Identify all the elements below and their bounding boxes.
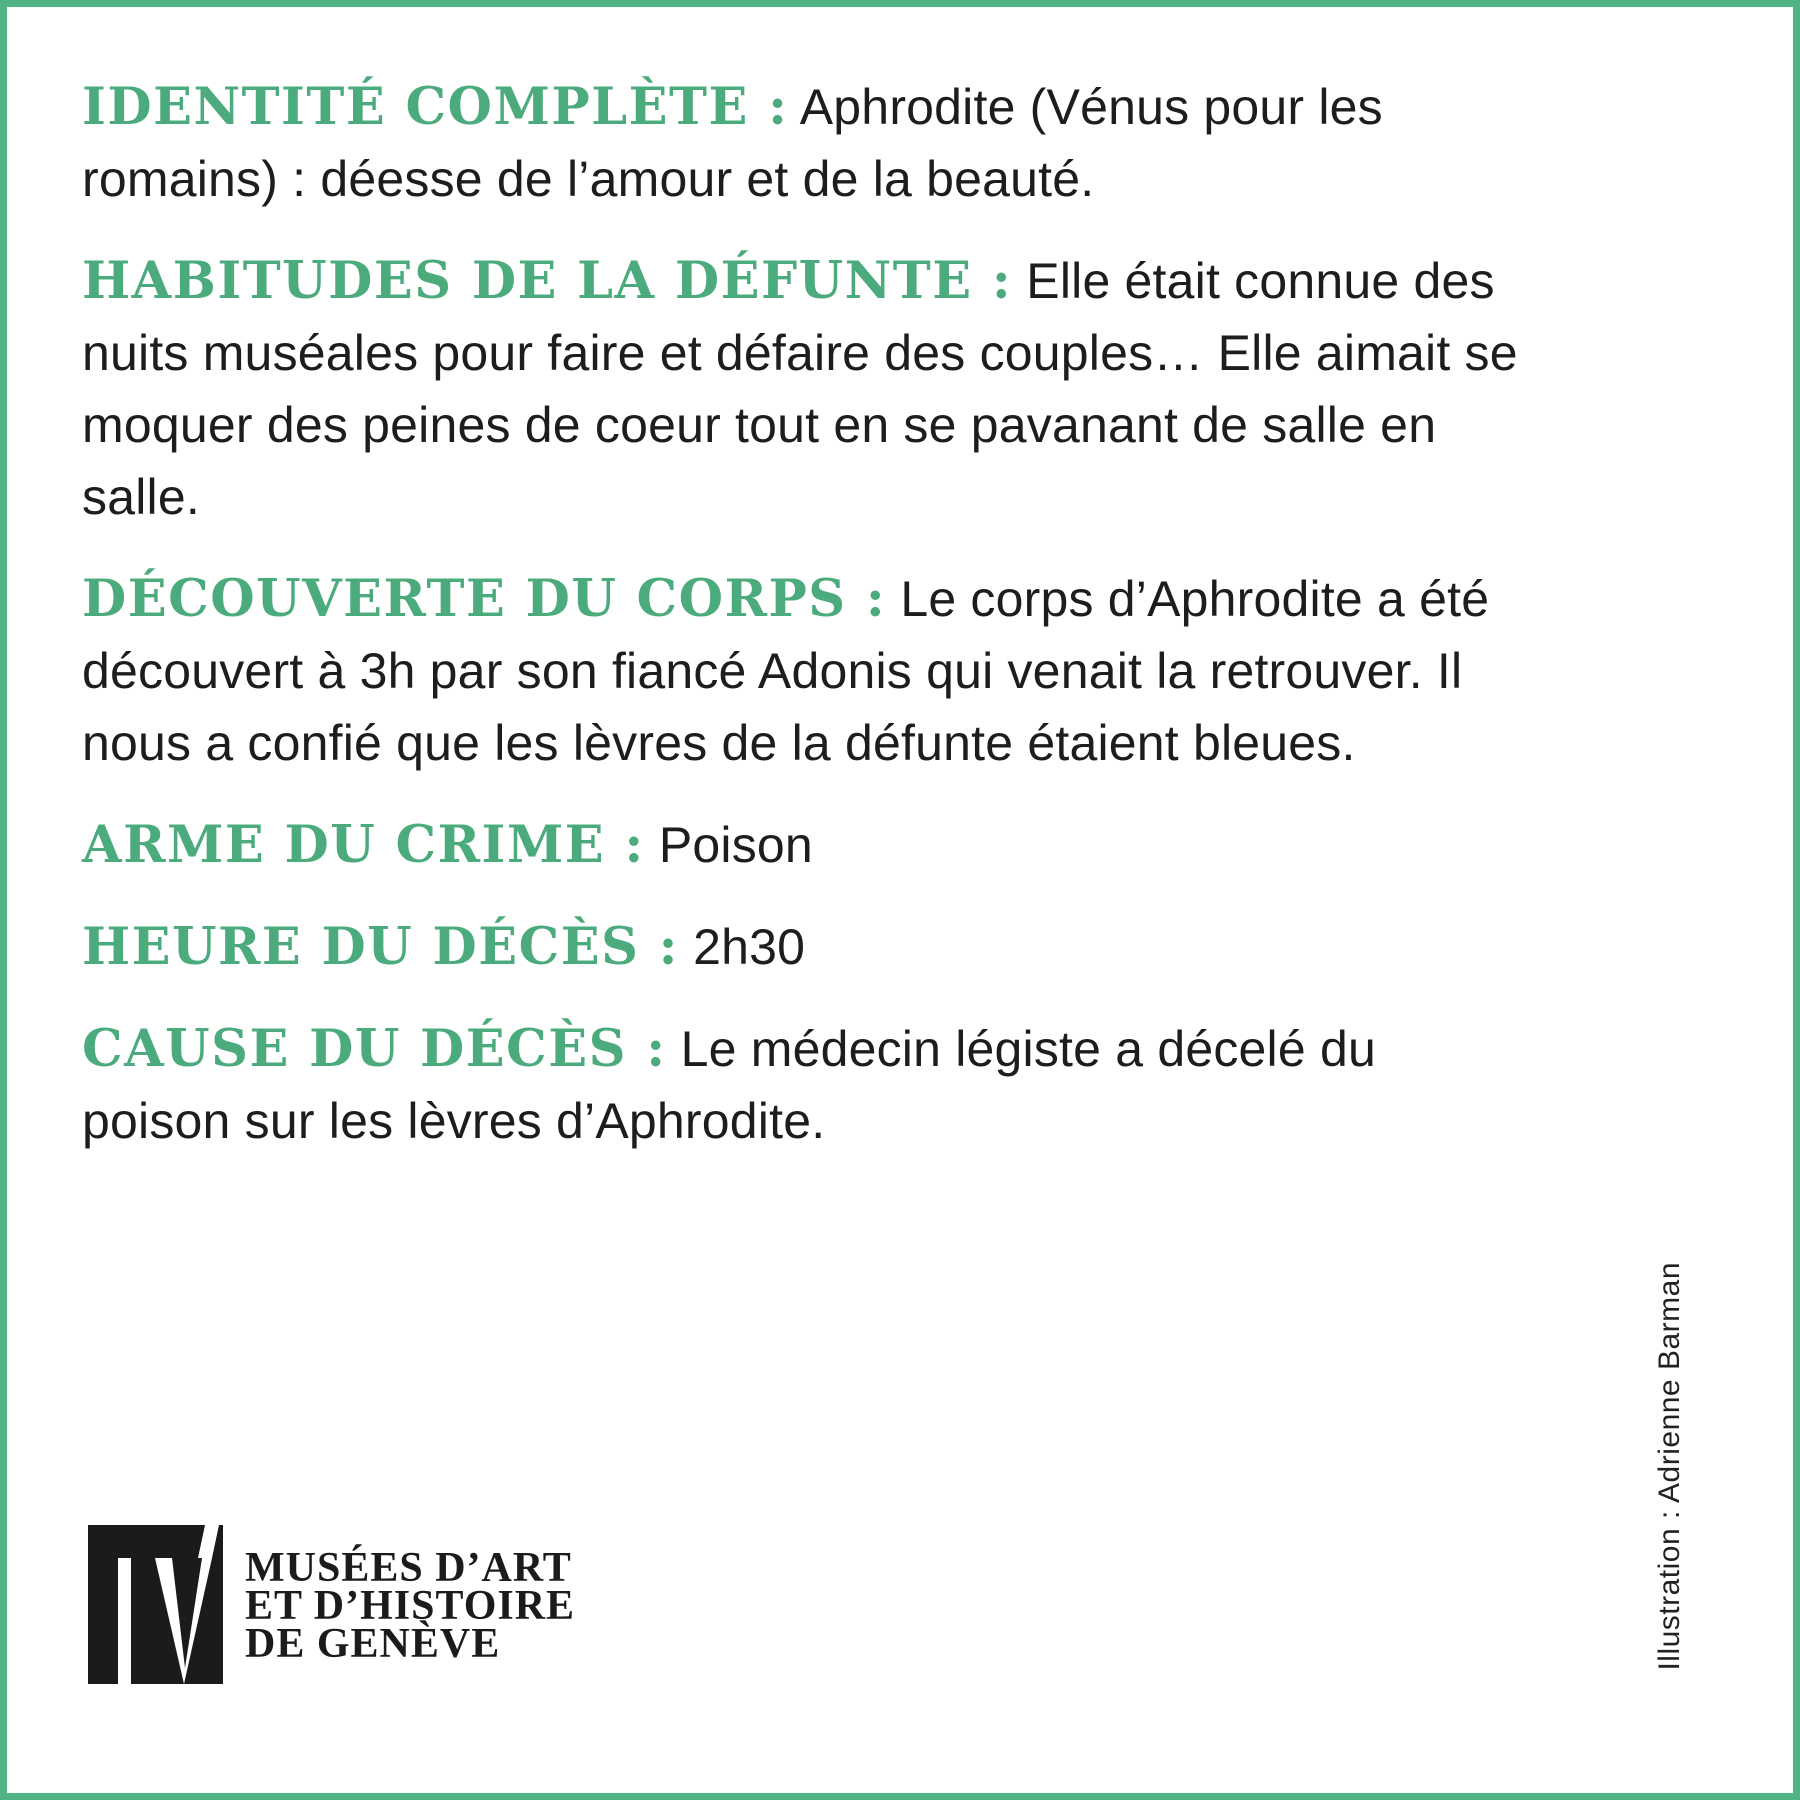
section-text: Poison bbox=[644, 817, 813, 873]
museum-name-line: ET D’HISTOIRE bbox=[245, 1583, 576, 1629]
section-text: 2h30 bbox=[678, 919, 806, 975]
case-section bbox=[82, 245, 1532, 533]
section-label: HABITUDES DE LA DÉFUNTE : bbox=[82, 251, 1013, 311]
section-label: CAUSE DU DÉCÈS : bbox=[82, 1019, 667, 1079]
mah-monogram-icon bbox=[88, 1525, 223, 1684]
museum-name bbox=[245, 1545, 576, 1667]
museum-name-line: DE GENÈVE bbox=[245, 1621, 501, 1667]
case-section bbox=[82, 809, 1532, 881]
case-section bbox=[82, 1013, 1532, 1157]
section-text: Le médecin légiste a décelé du poison sur les lèvres d’Aphrodite. bbox=[82, 1021, 1376, 1149]
section-text: Aphrodite (Vénus pour les romains) : déesse de l’amour et de la beauté. bbox=[82, 79, 1383, 207]
mah-logo bbox=[88, 1525, 575, 1684]
section-text: Elle était connue des nuits muséales pour faire et défaire des couples… Elle aimait se moquer des peines de coeur tout en se pavanant de salle en salle. bbox=[82, 253, 1518, 525]
section-label: IDENTITÉ COMPLÈTE : bbox=[82, 77, 789, 137]
section-label: DÉCOUVERTE DU CORPS : bbox=[82, 569, 887, 629]
credit-caption: Illustration : Adrienne Barman bbox=[1653, 1262, 1686, 1671]
case-section bbox=[82, 563, 1532, 779]
case-sections bbox=[82, 71, 1532, 1187]
section-label: ARME DU CRIME : bbox=[82, 815, 645, 875]
case-section bbox=[82, 71, 1532, 215]
section-label: HEURE DU DÉCÈS : bbox=[82, 917, 679, 977]
section-text: Le corps d’Aphrodite a été découvert à 3h par son fiancé Adonis qui venait la retrouver. Il nous a confié que les lèvres de la défunte étaient bleues. bbox=[82, 571, 1490, 771]
museum-name-line: MUSÉES D’ART bbox=[245, 1545, 572, 1591]
case-section bbox=[82, 911, 1532, 983]
